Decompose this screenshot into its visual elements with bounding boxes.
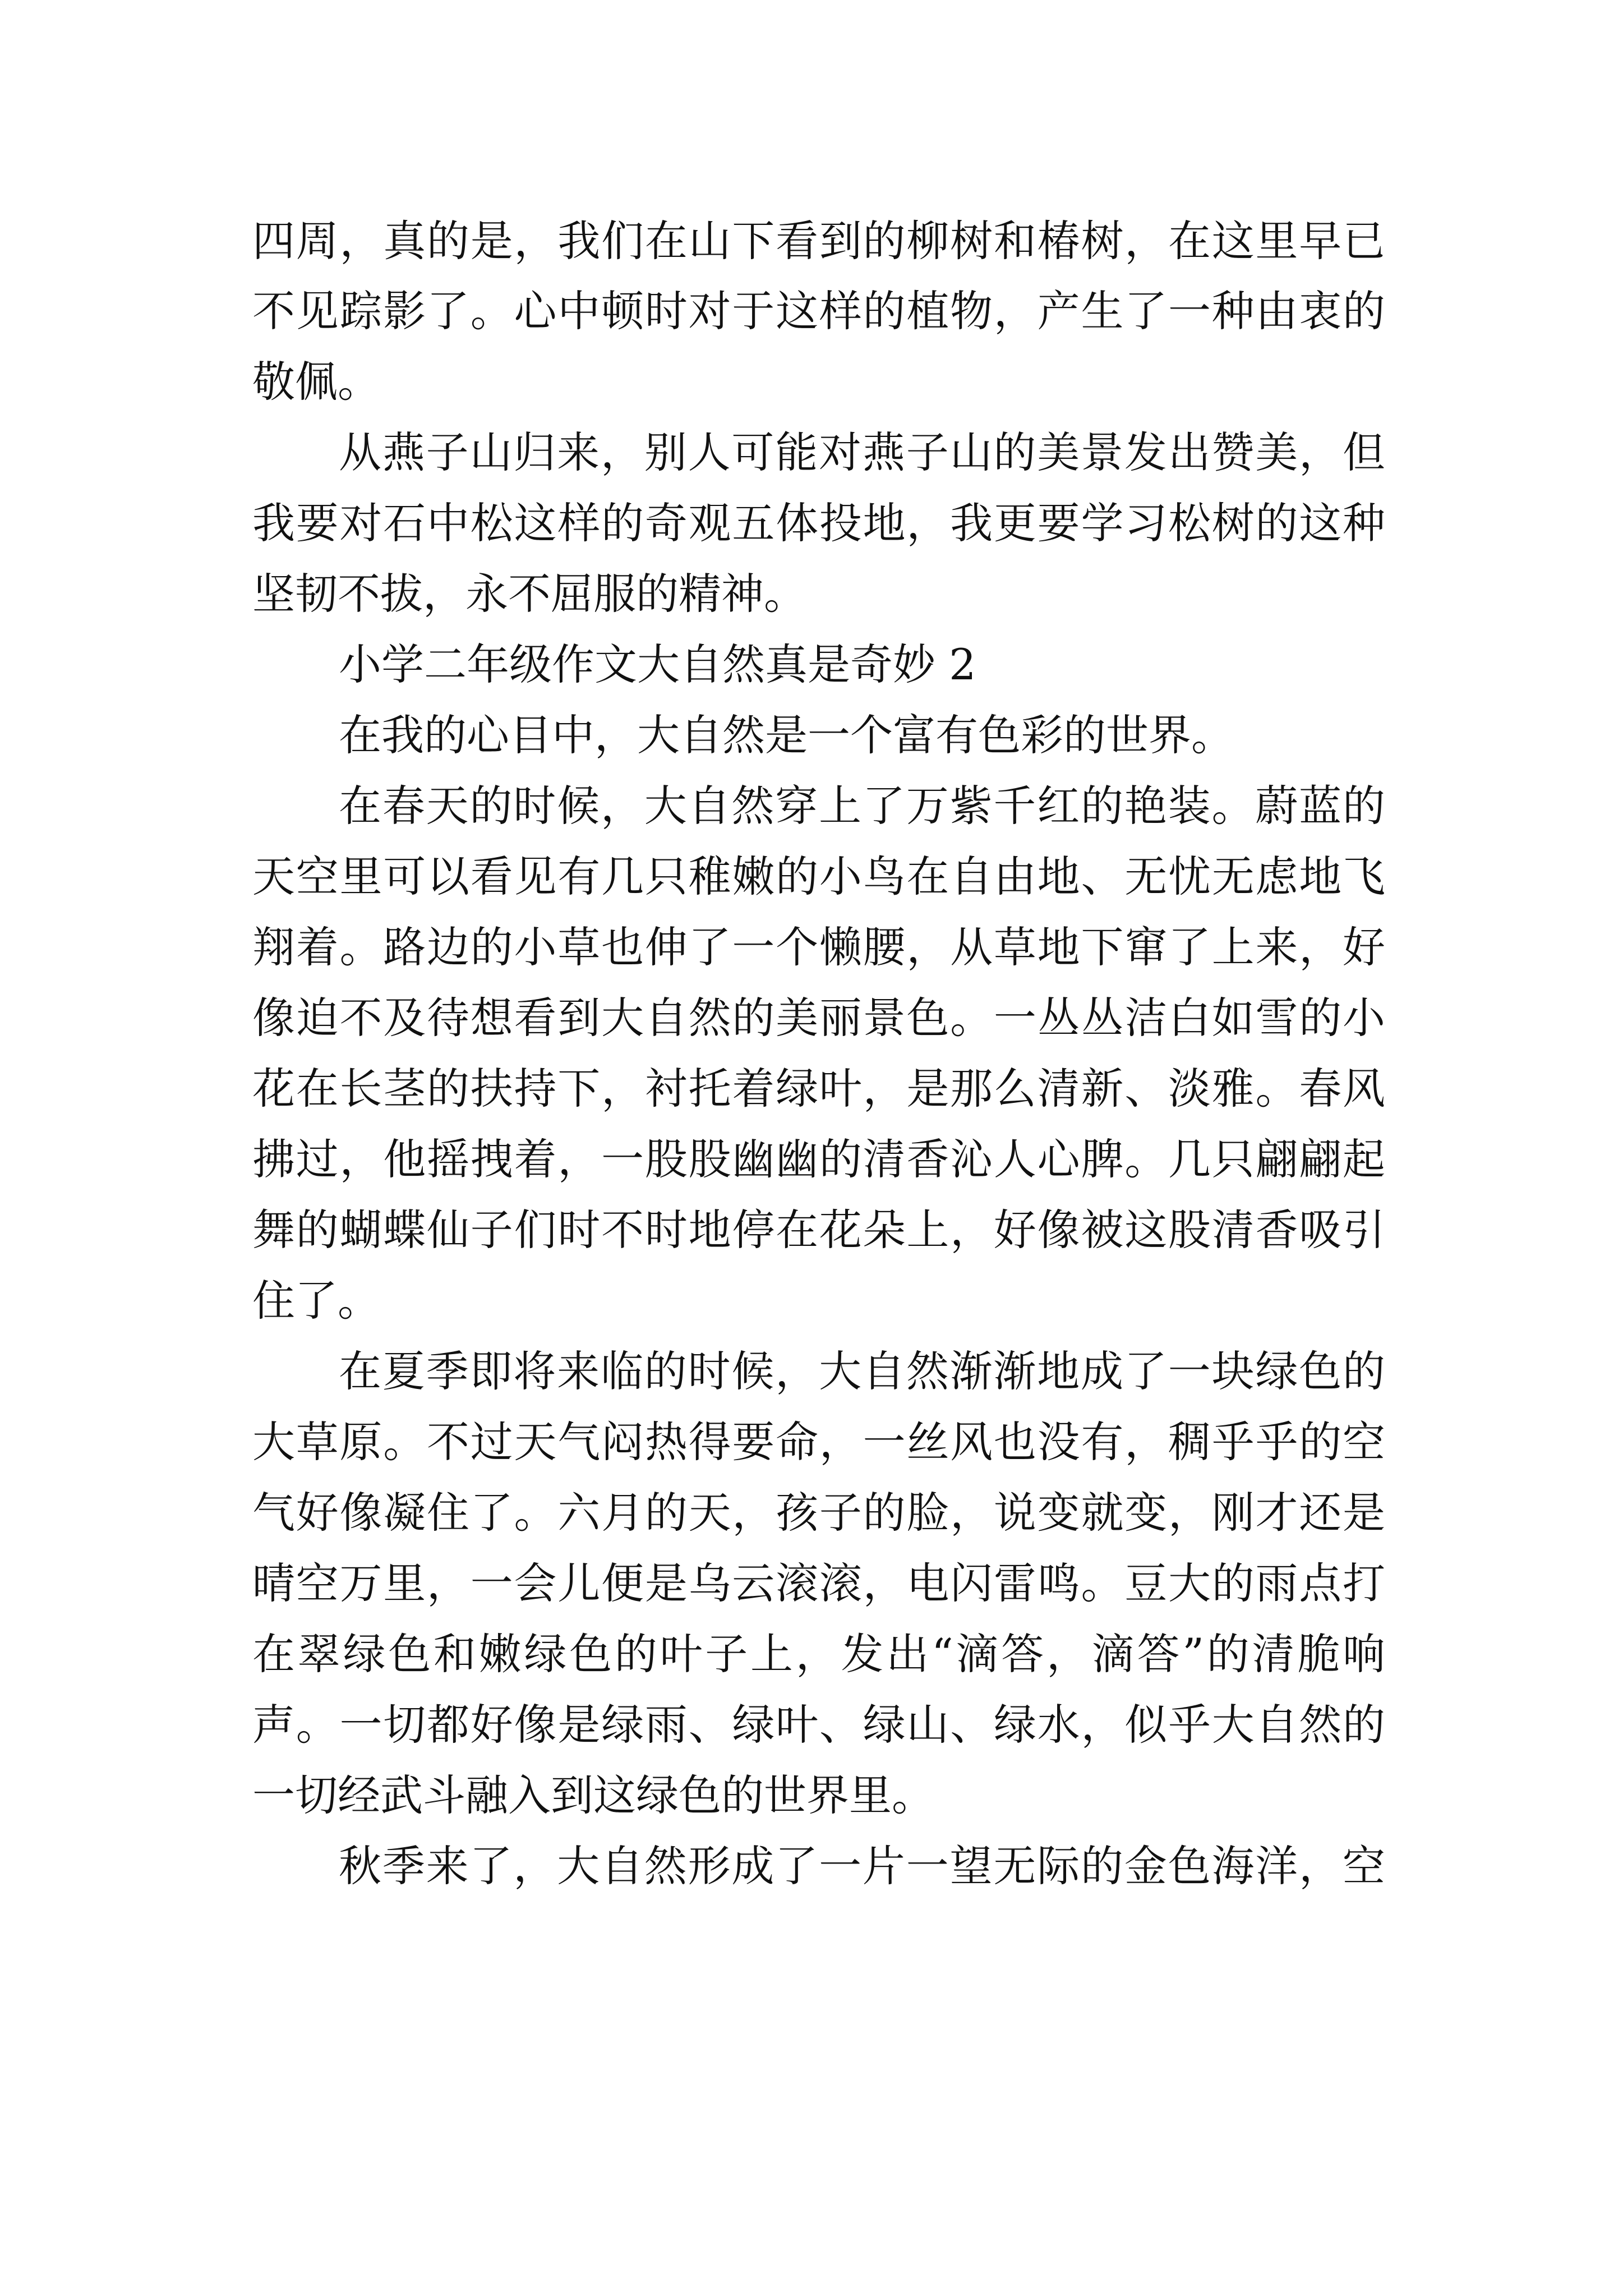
text-line: 坚韧不拔，永不屈服的精神。 (252, 569, 806, 619)
section-title: 小学二年级作文大自然真是奇妙 2 (339, 639, 976, 689)
text-line: 我要对石中松这样的奇观五体投地，我更要学习松树的这种 (252, 498, 1385, 548)
paragraph-first-line: 在夏季即将来临的时候，大自然渐渐地成了一块绿色的 (339, 1346, 1385, 1396)
text-line: 天空里可以看见有几只稚嫩的小鸟在自由地、无忧无虑地飞 (252, 852, 1385, 901)
text-line: 拂过，他摇拽着，一股股幽幽的清香沁人心脾。几只翩翩起 (252, 1134, 1385, 1184)
text-line: 晴空万里，一会儿便是乌云滚滚，电闪雷鸣。豆大的雨点打 (252, 1558, 1385, 1608)
text-line: 声。一切都好像是绿雨、绿叶、绿山、绿水，似乎大自然的 (252, 1700, 1385, 1750)
text-line: 气好像凝住了。六月的天，孩子的脸，说变就变，刚才还是 (252, 1488, 1385, 1538)
text-line: 四周，真的是，我们在山下看到的柳树和椿树，在这里早已 (252, 216, 1385, 266)
text-line: 不见踪影了。心中顿时对于这样的植物，产生了一种由衷的 (252, 286, 1385, 336)
paragraph-first-line: 在我的心目中，大自然是一个富有色彩的世界。 (339, 710, 1234, 760)
text-line: 翔着。路边的小草也伸了一个懒腰，从草地下窜了上来，好 (252, 922, 1385, 972)
text-line: 住了。 (252, 1276, 380, 1326)
text-line: 像迫不及待想看到大自然的美丽景色。一丛丛洁白如雪的小 (252, 993, 1385, 1043)
text-line: 敬佩。 (252, 357, 380, 407)
paragraph-first-line: 从燕子山归来，别人可能对燕子山的美景发出赞美，但 (339, 427, 1385, 477)
paragraph-first-line: 秋季来了，大自然形成了一片一望无际的金色海洋，空 (339, 1841, 1385, 1891)
text-line: 舞的蝴蝶仙子们时不时地停在花朵上，好像被这股清香吸引 (252, 1205, 1385, 1255)
text-line: 大草原。不过天气闷热得要命，一丝风也没有，稠乎乎的空 (252, 1417, 1385, 1467)
text-line: 花在长茎的扶持下，衬托着绿叶，是那么清新、淡雅。春风 (252, 1064, 1385, 1114)
text-line: 在翠绿色和嫩绿色的叶子上，发出“滴答，滴答”的清脆响 (252, 1629, 1385, 1679)
text-line: 一切经武斗融入到这绿色的世界里。 (252, 1770, 934, 1820)
paragraph-first-line: 在春天的时候，大自然穿上了万紫千红的艳装。蔚蓝的 (339, 781, 1385, 831)
